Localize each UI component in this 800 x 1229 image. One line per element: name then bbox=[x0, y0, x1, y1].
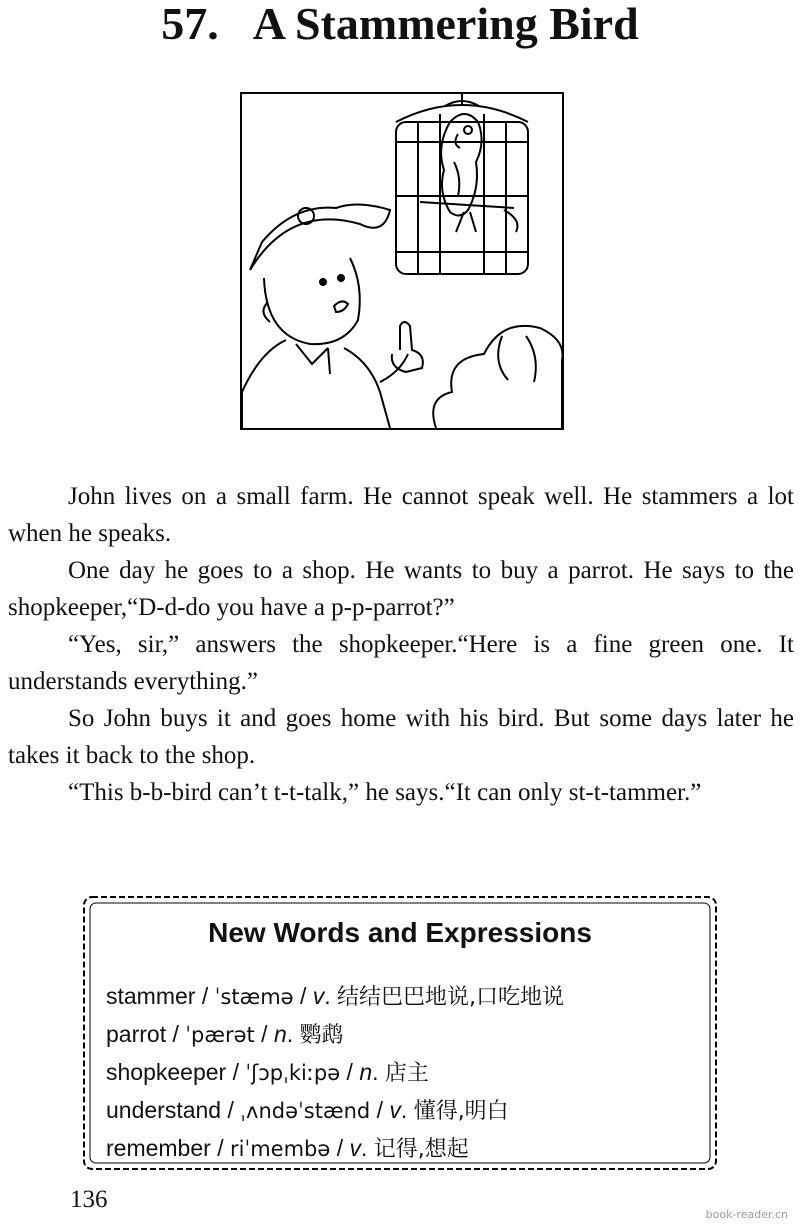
vocab-phonetic: ˌʌndəˈstænd bbox=[240, 1099, 371, 1123]
vocab-pos: v bbox=[389, 1097, 401, 1123]
page-number: 136 bbox=[70, 1186, 108, 1213]
vocab-word: parrot bbox=[106, 1021, 167, 1047]
vocab-meaning: 店主 bbox=[384, 1061, 429, 1086]
vocab-phonetic: riˈmembə bbox=[229, 1137, 331, 1161]
vocab-pos: n bbox=[359, 1059, 373, 1085]
story-paragraph: “This b-b-bird can’t t-t-talk,” he says.“It can only st-t-tammer.” bbox=[68, 779, 702, 806]
lesson-number: 57. bbox=[161, 0, 219, 49]
vocab-entry: remember / riˈmembə / v. 记得,想起 bbox=[106, 1135, 469, 1162]
boy-and-parrot-illustration bbox=[240, 92, 564, 430]
story-paragraph: So John buys it and goes home with his bird. But some days later he takes it back to the shop. bbox=[8, 705, 794, 769]
vocab-word: remember bbox=[106, 1135, 211, 1161]
vocab-pos: n bbox=[273, 1021, 287, 1047]
vocab-meaning: 懂得,明白 bbox=[413, 1099, 509, 1124]
watermark: book-reader.cn bbox=[705, 1208, 788, 1221]
vocab-list bbox=[106, 977, 706, 1167]
vocab-phonetic: ˈpærət bbox=[185, 1023, 255, 1047]
vocab-word: stammer bbox=[106, 983, 196, 1009]
vocab-pos: v bbox=[349, 1135, 361, 1161]
lesson-title-text: A Stammering Bird bbox=[252, 0, 639, 49]
vocab-pos: v bbox=[312, 983, 325, 1009]
vocab-entry: parrot / ˈpærət / n. 鹦鹉 bbox=[106, 1021, 344, 1048]
lesson-title bbox=[0, 0, 800, 48]
new-words-box bbox=[80, 893, 720, 1173]
story-paragraph: John lives on a small farm. He cannot speak well. He stammers a lot when he speaks. bbox=[8, 483, 794, 547]
vocab-entry: stammer / ˈstæmə / v. 结结巴巴地说,口吃地说 bbox=[106, 983, 565, 1010]
vocab-phonetic: ˈʃɔpˌkiːpə bbox=[245, 1061, 341, 1085]
vocab-phonetic: ˈstæmə bbox=[214, 985, 294, 1009]
story-paragraph: One day he goes to a shop. He wants to buy a parrot. He says to the shopkeeper,“D-d-do you have a p-p-parrot?” bbox=[8, 557, 794, 621]
story-text bbox=[8, 478, 794, 811]
vocab-word: shopkeeper bbox=[106, 1059, 227, 1085]
vocab-meaning: 结结巴巴地说,口吃地说 bbox=[337, 985, 565, 1010]
vocab-entry: shopkeeper / ˈʃɔpˌkiːpə / n. 店主 bbox=[106, 1059, 429, 1086]
vocab-meaning: 记得,想起 bbox=[373, 1137, 469, 1162]
vocab-entry: understand / ˌʌndəˈstænd / v. 懂得,明白 bbox=[106, 1097, 509, 1124]
vocab-meaning: 鹦鹉 bbox=[299, 1023, 344, 1048]
story-paragraph: “Yes, sir,” answers the shopkeeper.“Here is a fine green one. It understands everything.” bbox=[8, 631, 794, 695]
vocab-heading: New Words and Expressions bbox=[208, 917, 592, 948]
vocab-word: understand bbox=[106, 1097, 222, 1123]
